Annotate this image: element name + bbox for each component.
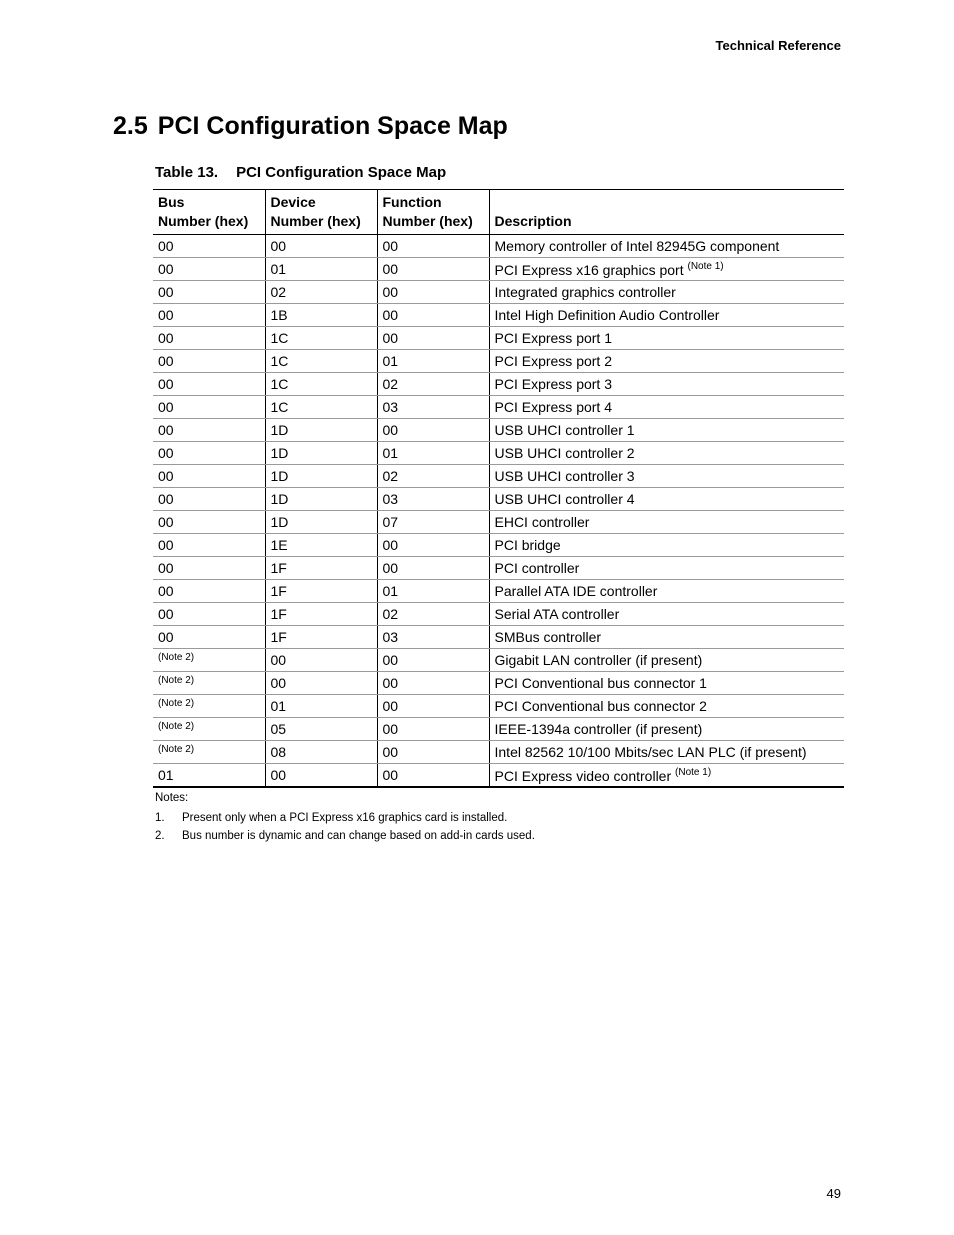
table-row: [153, 281, 844, 304]
table-row: [153, 442, 844, 465]
cell-device: 1F: [265, 580, 377, 603]
cell-function: 00: [377, 741, 489, 764]
cell-device: 1F: [265, 626, 377, 649]
cell-device: 02: [265, 281, 377, 304]
note-item: [155, 830, 535, 842]
cell-device: 1F: [265, 557, 377, 580]
cell-device: 00: [265, 235, 377, 258]
cell-device: 05: [265, 718, 377, 741]
table-header-row: [153, 190, 844, 235]
cell-description: USB UHCI controller 2: [489, 442, 844, 465]
table-caption-text: PCI Configuration Space Map: [236, 164, 447, 181]
section-title-text: PCI Configuration Space Map: [157, 112, 508, 140]
col-header-function: Function Number (hex): [377, 190, 489, 235]
cell-description: Memory controller of Intel 82945G component: [489, 235, 844, 258]
col-header-bus: Bus Number (hex): [153, 190, 265, 235]
cell-bus: 00: [153, 235, 265, 258]
cell-device: 1D: [265, 511, 377, 534]
table-row: [153, 557, 844, 580]
cell-description: Serial ATA controller: [489, 603, 844, 626]
table-row: [153, 235, 844, 258]
table-row: [153, 350, 844, 373]
cell-description: USB UHCI controller 1: [489, 419, 844, 442]
cell-function: 07: [377, 511, 489, 534]
cell-description: PCI Express port 4: [489, 396, 844, 419]
cell-function: 00: [377, 672, 489, 695]
cell-device: 1D: [265, 419, 377, 442]
section-title: [113, 112, 508, 141]
cell-function: 00: [377, 258, 489, 281]
cell-function: 00: [377, 695, 489, 718]
cell-description: SMBus controller: [489, 626, 844, 649]
cell-device: 1C: [265, 373, 377, 396]
cell-function: 03: [377, 488, 489, 511]
cell-device: 00: [265, 649, 377, 672]
cell-function: 01: [377, 442, 489, 465]
cell-device: 00: [265, 764, 377, 788]
cell-description: USB UHCI controller 4: [489, 488, 844, 511]
table-row: [153, 511, 844, 534]
cell-bus: 00: [153, 281, 265, 304]
cell-function: 00: [377, 235, 489, 258]
note-reference: (Note 1): [687, 260, 724, 272]
cell-device: 1C: [265, 327, 377, 350]
cell-description: PCI Express port 2: [489, 350, 844, 373]
table-row: [153, 580, 844, 603]
cell-device: 1E: [265, 534, 377, 557]
col-header-description: Description: [489, 190, 844, 235]
cell-function: 00: [377, 327, 489, 350]
cell-bus: 00: [153, 580, 265, 603]
cell-bus: 00: [153, 557, 265, 580]
cell-function: 03: [377, 626, 489, 649]
table-row: [153, 419, 844, 442]
cell-function: 02: [377, 373, 489, 396]
cell-bus: 00: [153, 350, 265, 373]
cell-bus: 00: [153, 304, 265, 327]
cell-bus: 00: [153, 258, 265, 281]
cell-description: PCI Conventional bus connector 2: [489, 695, 844, 718]
table-caption: [155, 164, 446, 181]
note-reference: (Note 1): [675, 766, 712, 778]
cell-function: 02: [377, 465, 489, 488]
cell-function: 00: [377, 419, 489, 442]
cell-function: 00: [377, 304, 489, 327]
table-row: [153, 764, 844, 788]
note-text: Bus number is dynamic and can change based on add-in cards used.: [182, 830, 535, 842]
cell-device: 1C: [265, 350, 377, 373]
table-row: [153, 649, 844, 672]
cell-device: 1D: [265, 442, 377, 465]
cell-bus: 00: [153, 442, 265, 465]
cell-bus: 00: [153, 603, 265, 626]
pci-config-table: [153, 189, 844, 788]
running-header: Technical Reference: [715, 38, 841, 53]
cell-device: 01: [265, 695, 377, 718]
note-number: 2.: [155, 830, 165, 842]
table-row: [153, 396, 844, 419]
cell-bus: (Note 2): [153, 741, 265, 764]
table-label: Table 13.: [155, 164, 219, 181]
table-row: [153, 695, 844, 718]
cell-device: 01: [265, 258, 377, 281]
section-number: 2.5: [113, 112, 148, 140]
table-row: [153, 672, 844, 695]
table-row: [153, 603, 844, 626]
cell-description: Parallel ATA IDE controller: [489, 580, 844, 603]
cell-bus: 00: [153, 396, 265, 419]
cell-bus: (Note 2): [153, 672, 265, 695]
notes: [155, 792, 535, 848]
cell-function: 01: [377, 350, 489, 373]
cell-description: PCI Conventional bus connector 1: [489, 672, 844, 695]
table-row: [153, 258, 844, 281]
cell-bus: 00: [153, 465, 265, 488]
cell-description: Intel High Definition Audio Controller: [489, 304, 844, 327]
cell-device: 1D: [265, 488, 377, 511]
cell-description: Integrated graphics controller: [489, 281, 844, 304]
cell-description: IEEE-1394a controller (if present): [489, 718, 844, 741]
table-row: [153, 718, 844, 741]
cell-description: PCI bridge: [489, 534, 844, 557]
cell-bus: (Note 2): [153, 718, 265, 741]
note-text: Present only when a PCI Express x16 graphics card is installed.: [182, 812, 508, 824]
cell-description: PCI Express x16 graphics port $^{(Note 1)}$: [489, 258, 844, 281]
cell-bus: 00: [153, 488, 265, 511]
cell-function: 00: [377, 557, 489, 580]
cell-function: 00: [377, 718, 489, 741]
table-row: [153, 304, 844, 327]
cell-bus: (Note 2): [153, 695, 265, 718]
cell-function: 00: [377, 281, 489, 304]
cell-function: 00: [377, 649, 489, 672]
cell-device: 1B: [265, 304, 377, 327]
cell-bus: 00: [153, 626, 265, 649]
cell-bus: 00: [153, 327, 265, 350]
cell-description: USB UHCI controller 3: [489, 465, 844, 488]
table-row: [153, 373, 844, 396]
cell-function: 02: [377, 603, 489, 626]
page-number: 49: [826, 1186, 841, 1201]
cell-device: 08: [265, 741, 377, 764]
cell-bus: 00: [153, 511, 265, 534]
notes-label: Notes:: [155, 792, 189, 804]
cell-description: PCI Express port 1: [489, 327, 844, 350]
note-number: 1.: [155, 812, 165, 824]
table-body: [153, 235, 844, 788]
cell-description: EHCI controller: [489, 511, 844, 534]
cell-device: 1C: [265, 396, 377, 419]
table-row: [153, 534, 844, 557]
note-item: [155, 812, 535, 824]
cell-description: PCI Express video controller $^{(Note 1)}$: [489, 764, 844, 788]
cell-bus: 00: [153, 373, 265, 396]
cell-bus: 00: [153, 534, 265, 557]
cell-bus: (Note 2): [153, 649, 265, 672]
cell-bus: 01: [153, 764, 265, 788]
table-row: [153, 465, 844, 488]
cell-function: 00: [377, 534, 489, 557]
table-row: [153, 626, 844, 649]
cell-device: 1F: [265, 603, 377, 626]
col-header-device: Device Number (hex): [265, 190, 377, 235]
cell-device: 00: [265, 672, 377, 695]
cell-function: 00: [377, 764, 489, 788]
table-row: [153, 488, 844, 511]
cell-description: Gigabit LAN controller (if present): [489, 649, 844, 672]
cell-description: PCI Express port 3: [489, 373, 844, 396]
cell-function: 01: [377, 580, 489, 603]
table-row: [153, 741, 844, 764]
cell-bus: 00: [153, 419, 265, 442]
cell-description: PCI controller: [489, 557, 844, 580]
cell-description: Intel 82562 10/100 Mbits/sec LAN PLC (if present): [489, 741, 844, 764]
cell-function: 03: [377, 396, 489, 419]
table-row: [153, 327, 844, 350]
cell-device: 1D: [265, 465, 377, 488]
